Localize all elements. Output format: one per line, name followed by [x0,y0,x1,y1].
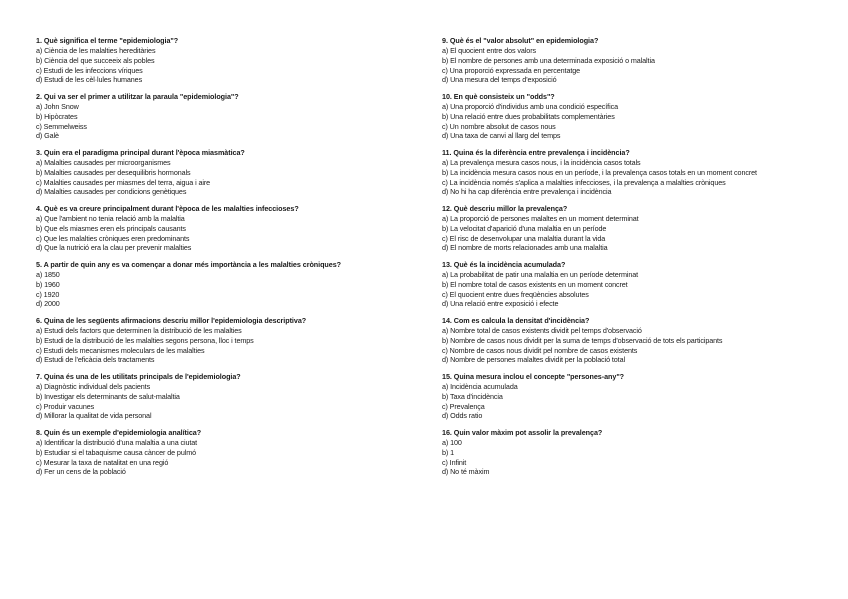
option-d: d) Una relació entre exposició i efecte [442,299,559,309]
option-d: d) Que la nutrició era la clau per prevenir malalties [36,243,192,253]
option-c: c) Malalties causades per miasmes del terra, aigua i aire [36,177,211,187]
option-c: c) Semmelweiss [36,121,87,131]
option-d: d) No hi ha cap diferència entre prevalença i incidència [442,187,612,197]
option-c: c) Una proporció expressada en percentatge [442,65,581,75]
question-title: 10. En què consisteix un "odds"? [442,92,555,101]
question-title: 16. Quin valor màxim pot assolir la prevalença? [442,428,603,437]
right-question-column [442,36,842,484]
option-b: b) Estudiar si el tabaquisme causa càncer de pulmó [36,447,197,457]
question-5 [36,260,436,309]
option-d: d) Malalties causades per condicions genètiques [36,187,187,197]
question-8 [36,428,436,477]
option-a: a) La prevalença mesura casos nous, i la incidència casos totals [442,158,641,167]
question-title: 8. Quin és un exemple d'epidemiologia analítica? [36,428,202,437]
option-a: a) Que l'ambient no tenia relació amb la malaltia [36,214,185,223]
option-b: b) Una relació entre dues probabilitats complementàries [442,111,615,121]
option-d: d) Galè [36,131,59,141]
option-d: d) No té màxim [442,467,490,477]
question-6 [36,316,436,365]
option-b: b) El nombre total de casos existents en un moment concret [442,279,628,289]
option-a: a) La proporció de persones malaltes en un moment determinat [442,214,639,223]
option-c: c) Un nombre absolut de casos nous [442,121,556,131]
question-4 [36,204,436,253]
option-b: b) Que els miasmes eren els principals causants [36,223,186,233]
option-c: c) Infinit [442,457,467,467]
option-a: a) Malalties causades per microorganismes [36,158,171,167]
option-c: c) El risc de desenvolupar una malaltia durant la vida [442,233,606,243]
option-d: d) Una taxa de canvi al llarg del temps [442,131,561,141]
question-title: 15. Quina mesura inclou el concepte "persones-any"? [442,372,625,381]
option-a: a) Incidència acumulada [442,382,518,391]
option-a: a) John Snow [36,102,79,111]
question-7 [36,372,436,421]
question-12 [442,204,842,253]
question-title: 14. Com es calcula la densitat d'incidència? [442,316,590,325]
option-a: a) Una proporció d'individus amb una condició específica [442,102,618,111]
option-a: a) Diagnòstic individual dels pacients [36,382,151,391]
option-b: b) Hipòcrates [36,111,78,121]
option-d: d) El nombre de morts relacionades amb una malaltia [442,243,608,253]
question-title: 6. Quina de les següents afirmacions descriu millor l'epidemiologia descriptiva? [36,316,307,325]
option-b: b) 1960 [36,279,60,289]
option-d: d) Una mesura del temps d'exposició [442,75,557,85]
option-d: d) Millorar la qualitat de vida personal [36,411,152,421]
option-c: c) Nombre de casos nous dividit pel nombre de casos existents [442,345,638,355]
option-c: c) El quocient entre dues freqüències absolutes [442,289,589,299]
left-question-column [36,36,436,484]
option-d: d) Estudi de les cèl·lules humanes [36,75,143,85]
option-b: b) Estudi de la distribució de les malalties segons persona, lloc i temps [36,335,254,345]
option-c: c) Estudi de les infeccions víriques [36,65,143,75]
option-d: d) Estudi de l'eficàcia dels tractaments [36,355,155,365]
question-1 [36,36,436,85]
option-b: b) La incidència mesura casos nous en un període, i la prevalença casos totals en un moment concret [442,167,757,177]
option-c: c) Mesurar la taxa de natalitat en una regió [36,457,169,467]
question-11 [442,148,842,197]
option-c: c) 1920 [36,289,60,299]
option-a: a) Estudi dels factors que determinen la distribució de les malalties [36,326,242,335]
option-d: d) 2000 [36,299,60,309]
question-title: 2. Qui va ser el primer a utilitzar la paraula "epidemiologia"? [36,92,239,101]
question-title: 9. Què és el "valor absolut" en epidemiologia? [442,36,599,45]
question-3 [36,148,436,197]
option-a: a) Ciència de les malalties hereditàries [36,46,156,55]
option-c: c) Que les malalties cròniques eren predominants [36,233,190,243]
question-10 [442,92,842,141]
question-13 [442,260,842,309]
option-d: d) Nombre de persones malaltes dividit per la població total [442,355,625,365]
option-c: c) Estudi dels mecanismes moleculars de les malalties [36,345,205,355]
question-16 [442,428,842,477]
question-title: 4. Què es va creure principalment durant l'època de les malalties infeccioses? [36,204,299,213]
question-title: 7. Quina és una de les utilitats principals de l'epidemiologia? [36,372,241,381]
option-b: b) El nombre de persones amb una determinada exposició o malaltia [442,55,655,65]
question-title: 1. Què significa el terme "epidemiologia"? [36,36,179,45]
option-d: d) Fer un cens de la població [36,467,126,477]
option-c: c) Prevalença [442,401,485,411]
question-9 [442,36,842,85]
option-b: b) Ciència del que succeeix als pobles [36,55,155,65]
option-a: a) Nombre total de casos existents dividit pel temps d'observació [442,326,642,335]
option-b: b) Investigar els determinants de salut-malaltia [36,391,180,401]
option-b: b) 1 [442,447,454,457]
option-b: b) Taxa d'incidència [442,391,503,401]
question-title: 3. Quin era el paradigma principal durant l'època miasmàtica? [36,148,245,157]
option-b: b) La velocitat d'aparició d'una malaltia en un període [442,223,607,233]
question-title: 13. Què és la incidència acumulada? [442,260,566,269]
option-b: b) Nombre de casos nous dividit per la suma de temps d'observació de tots els participants [442,335,723,345]
question-title: 12. Què descriu millor la prevalença? [442,204,568,213]
question-title: 5. A partir de quin any es va començar a donar més importància a les malalties cròniques? [36,260,341,269]
question-15 [442,372,842,421]
option-a: a) La probabilitat de patir una malaltia en un període determinat [442,270,639,279]
option-c: c) Produir vacunes [36,401,95,411]
question-14 [442,316,842,365]
question-2 [36,92,436,141]
option-a: a) 100 [442,438,462,447]
question-title: 11. Quina és la diferència entre prevalença i incidència? [442,148,630,157]
option-d: d) Odds ratio [442,411,483,421]
option-a: a) Identificar la distribució d'una malaltia a una ciutat [36,438,198,447]
option-c: c) La incidència només s'aplica a malalties infeccioses, i la prevalença a malalties cròniques [442,177,726,187]
option-b: b) Malalties causades per desequilibris hormonals [36,167,191,177]
option-a: a) El quocient entre dos valors [442,46,536,55]
option-a: a) 1850 [36,270,60,279]
